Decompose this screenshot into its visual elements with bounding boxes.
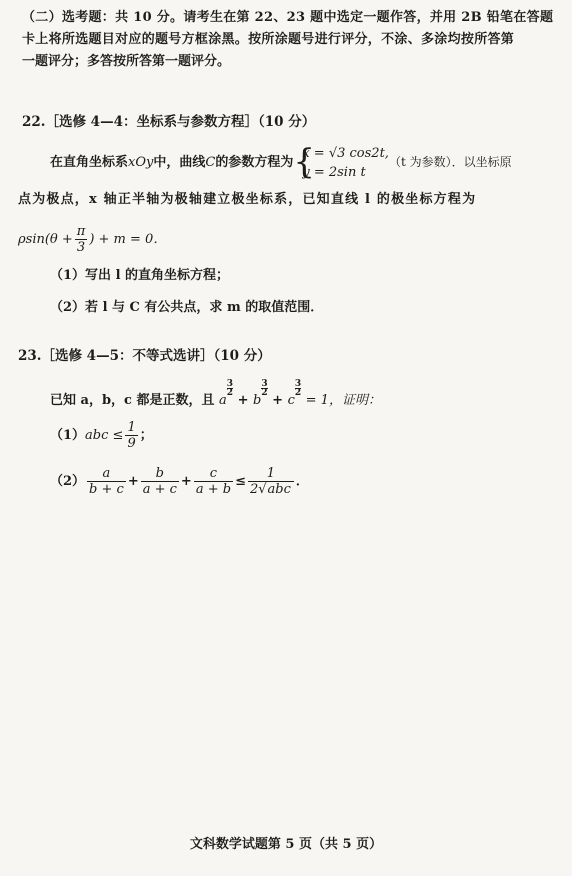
section-intro-line-1: （二）选考题：共 10 分。请考生在第 22、23 题中选定一题作答，并用 2B 铅笔在答题: [22, 10, 554, 25]
rhs-coef: 2: [249, 482, 259, 497]
q23-p2-label: （2）: [50, 474, 86, 489]
section-intro-line-2: 卡上将所选题目对应的题号方框涂黑。按所涂题号进行评分，不涂、多涂均按所答第: [22, 32, 515, 47]
page-footer: 文科数学试题第 5 页（共 5 页）: [189, 837, 383, 852]
section-intro-line-3: 一题评分；多答按所答第一题评分。: [22, 54, 231, 69]
frac-num: c: [194, 466, 233, 482]
q22-pi-den: 3: [76, 240, 86, 255]
q22-polar-suffix: ) + m = 0．: [89, 232, 167, 247]
q22-part2: （2）若 l 与 C 有公共点，求 m 的取值范围．: [50, 300, 324, 315]
q23-p1-label: （1）: [50, 428, 86, 443]
q22-param-note: （t 为参数）．以坐标原: [388, 155, 512, 169]
q22-statement-line-2: 点为极点，x 轴正半轴为极轴建立极坐标系，已知直线 l 的极坐标方程为: [18, 192, 477, 207]
q22-curve-name: C: [205, 155, 216, 170]
exp-num: 3: [294, 379, 302, 389]
plus-sign: +: [180, 474, 192, 489]
q23-p2-fraction-1: [87, 466, 126, 497]
q22-polar-equation: [18, 222, 558, 258]
q22-pi-num: π: [76, 224, 86, 239]
left-brace-icon: {: [293, 141, 315, 182]
frac-den: a + c: [142, 482, 177, 497]
exp-num: 3: [226, 379, 234, 389]
rhs-radicand: abc: [267, 482, 291, 497]
q23-p2-fraction-2: [141, 466, 179, 497]
frac-den: a + b: [195, 482, 232, 497]
q22-eq2: y = 2sin t: [302, 164, 366, 180]
q22-text1: 在直角坐标系: [50, 155, 129, 170]
q22-title: 22.［选修 4—4：坐标系与参数方程］（10 分）: [22, 114, 316, 130]
q23-intro-suffix: = 1，证明：: [305, 393, 381, 408]
q23-exp-c: [295, 380, 301, 397]
q23-base-b: b: [253, 393, 262, 408]
q23-part2: [50, 462, 558, 502]
plus-sign: +: [127, 474, 139, 489]
q23-title: 23.［选修 4—5：不等式选讲］（10 分）: [18, 348, 271, 364]
exp-num: 3: [261, 379, 268, 389]
frac-den: [248, 482, 294, 497]
q23-p1-end: ；: [139, 428, 153, 443]
q22-xoy: xOy: [128, 155, 154, 170]
q22-polar-prefix: ρsin(θ +: [18, 232, 73, 247]
exp-den: 2: [294, 388, 302, 398]
q22-parametric-system: [293, 141, 389, 182]
q22-part1: （1）写出 l 的直角坐标方程；: [50, 268, 230, 283]
q23-base-c: c: [287, 393, 295, 408]
q22-eq1: x = √3 cos2t,: [302, 145, 389, 161]
q22-pi-over-3: [75, 224, 88, 255]
q23-intro-prefix: 已知 a，b，c 都是正数，且: [50, 393, 215, 408]
q23-exp-b: [261, 380, 267, 397]
frac-den: b + c: [89, 482, 124, 497]
q23-exp-a: [227, 380, 233, 397]
q23-p1-expr: abc ≤: [85, 428, 124, 443]
frac-num: a: [87, 466, 126, 482]
frac-num: 1: [248, 466, 294, 482]
exp-den: 2: [261, 388, 268, 398]
q23-base-a: a: [219, 393, 227, 408]
q23-part1: [50, 418, 558, 454]
q23-p1-fraction: [125, 420, 137, 451]
frac-num: b: [141, 466, 179, 482]
q22-text2: 中，曲线: [153, 155, 206, 170]
q23-p2-fraction-3: [194, 466, 233, 497]
q23-p2-end: ．: [295, 474, 309, 489]
frac-num: 1: [127, 420, 136, 435]
q22-text3: 的参数方程为: [215, 155, 294, 170]
q23-p2-rhs-fraction: [248, 466, 294, 497]
q22-statement-line-1: [50, 142, 558, 182]
frac-den: 9: [127, 436, 136, 451]
sqrt-icon: √: [258, 482, 267, 497]
plus-sign: +: [237, 393, 249, 408]
leq-sign: ≤: [235, 474, 246, 489]
q23-statement: [50, 380, 558, 410]
plus-sign: +: [272, 393, 284, 408]
exp-den: 2: [226, 388, 234, 398]
